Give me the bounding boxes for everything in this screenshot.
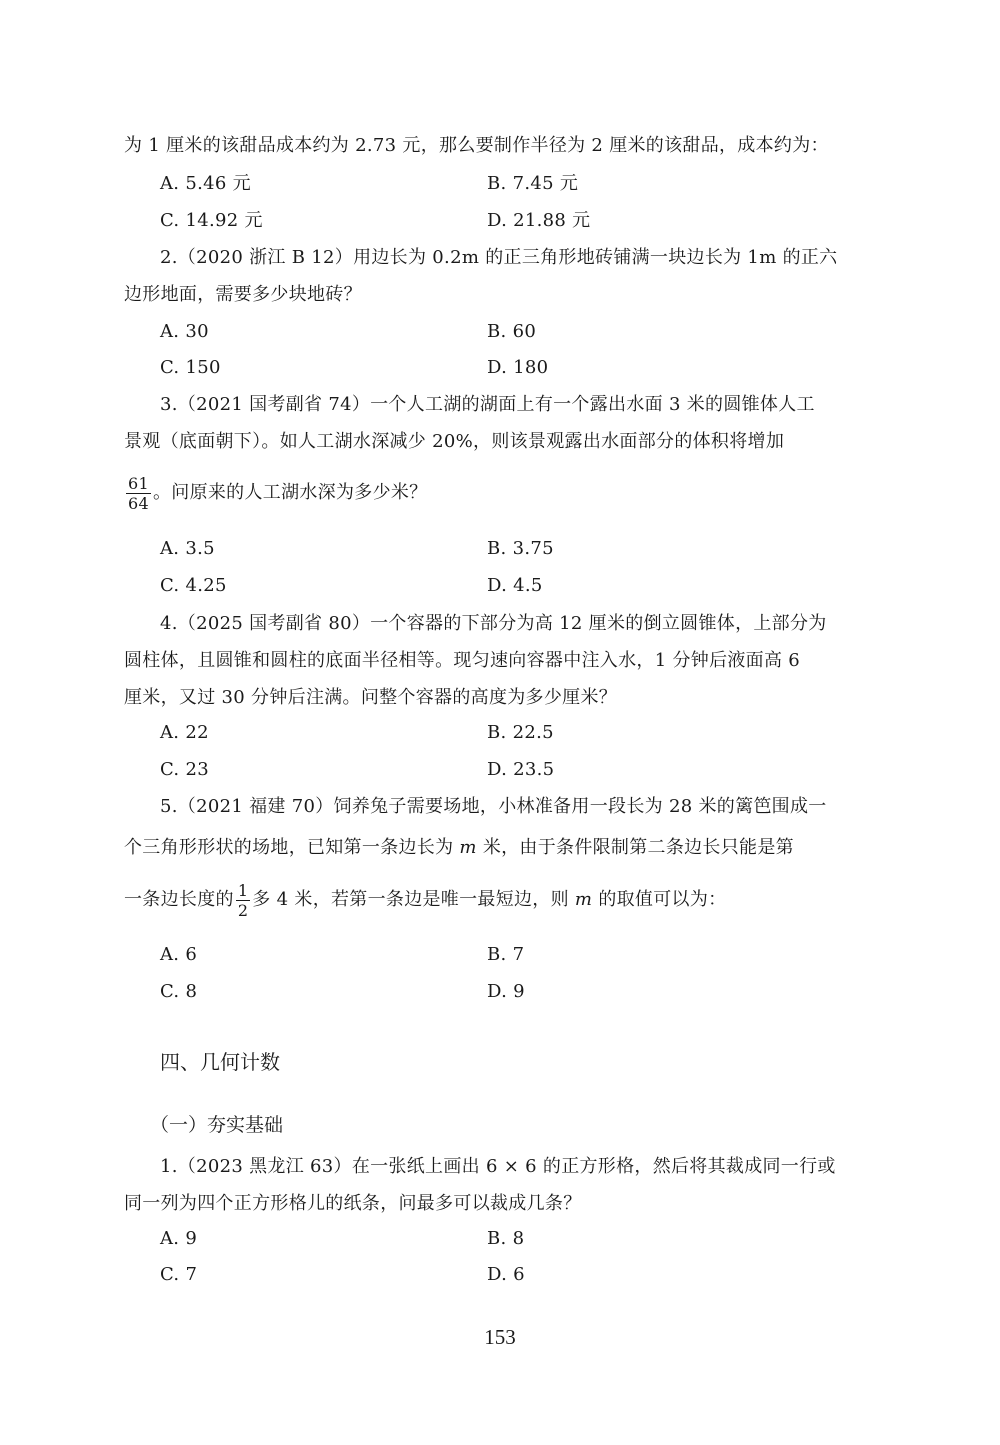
option-b: B. 8 <box>487 1228 525 1249</box>
question-5-line-3a: 一条边长度的 <box>124 889 234 910</box>
question-3-line-3-text: 。问原来的人工湖水深为多少米？ <box>152 482 428 503</box>
question-2-line-2: 边形地面，需要多少块地砖？ <box>124 284 362 305</box>
option-d: D. 180 <box>487 357 549 378</box>
fraction <box>236 881 250 920</box>
option-c: C. 14.92 元 <box>160 210 263 231</box>
question-3-line-1: 3.（2021 国考副省 74）一个人工湖的湖面上有一个露出水面 3 米的圆锥体人工 <box>160 394 815 415</box>
question-5-line-2b: 米，由于条件限制第二条边长只能是第 <box>476 837 794 858</box>
option-c: C. 7 <box>160 1264 198 1285</box>
option-b: B. 3.75 <box>487 538 554 559</box>
option-b: B. 22.5 <box>487 722 554 743</box>
question-5-line-3b: 多 4 米，若第一条边是唯一最短边，则 <box>252 889 575 910</box>
option-c: C. 150 <box>160 357 221 378</box>
option-a: A. 22 <box>160 722 209 743</box>
question-4-line-3: 厘米，又过 30 分钟后注满。问整个容器的高度为多少厘米？ <box>124 687 618 708</box>
question-4-line-1: 4.（2025 国考副省 80）一个容器的下部分为高 12 厘米的倒立圆锥体，上部分为 <box>160 613 827 634</box>
option-a: A. 6 <box>160 944 198 965</box>
fraction-denominator: 2 <box>237 900 249 920</box>
option-b: B. 7.45 元 <box>487 173 579 194</box>
question-5-line-2a: 个三角形形状的场地，已知第一条边长为 <box>124 837 460 858</box>
option-c: C. 23 <box>160 759 209 780</box>
option-c: C. 8 <box>160 981 198 1002</box>
option-c: C. 4.25 <box>160 575 227 596</box>
subsection-title: （一）夯实基础 <box>150 1114 284 1136</box>
question-2-line-1: 2.（2020 浙江 B 12）用边长为 0.2m 的正三角形地砖铺满一块边长为 1m 的正六 <box>160 247 838 268</box>
fraction <box>126 474 151 513</box>
option-d: D. 9 <box>487 981 525 1002</box>
question-5-line-2 <box>124 836 794 860</box>
option-a: A. 9 <box>160 1228 198 1249</box>
option-b: B. 60 <box>487 321 537 342</box>
option-a: A. 5.46 元 <box>160 173 251 194</box>
question-5-line-1: 5.（2021 福建 70）饲养兔子需要场地，小林准备用一段长为 28 米的篱笆围成一 <box>160 796 827 817</box>
variable-m: m <box>574 889 593 910</box>
option-b: B. 7 <box>487 944 525 965</box>
variable-m: m <box>459 837 477 858</box>
question-5-line-3 <box>124 879 726 921</box>
option-a: A. 3.5 <box>160 538 215 559</box>
question-1-line-2: 同一列为四个正方形格儿的纸条，问最多可以裁成几条？ <box>124 1193 582 1214</box>
question-text-line: 为 1 厘米的该甜品成本约为 2.73 元，那么要制作半径为 2 厘米的该甜品，成本约为： <box>124 135 829 156</box>
fraction-numerator: 1 <box>237 880 249 900</box>
option-d: D. 4.5 <box>487 575 543 596</box>
question-1-line-1: 1.（2023 黑龙江 63）在一张纸上画出 6 × 6 的正方形格，然后将其裁成同一行或 <box>160 1156 836 1177</box>
question-5-line-3c: 的取值可以为： <box>592 889 727 910</box>
page-number: 153 <box>484 1325 516 1349</box>
question-3-line-3 <box>124 472 427 514</box>
question-3-line-2: 景观（底面朝下）。如人工湖水深减少 20%，则该景观露出水面部分的体积将增加 <box>124 431 785 452</box>
fraction-denominator: 64 <box>128 493 149 513</box>
section-title: 四、几何计数 <box>160 1050 280 1074</box>
option-d: D. 6 <box>487 1264 525 1285</box>
option-d: D. 21.88 元 <box>487 210 591 231</box>
option-a: A. 30 <box>160 321 209 342</box>
option-d: D. 23.5 <box>487 759 555 780</box>
fraction-numerator: 61 <box>128 473 149 493</box>
question-4-line-2: 圆柱体，且圆锥和圆柱的底面半径相等。现匀速向容器中注入水，1 分钟后液面高 6 <box>124 650 801 671</box>
